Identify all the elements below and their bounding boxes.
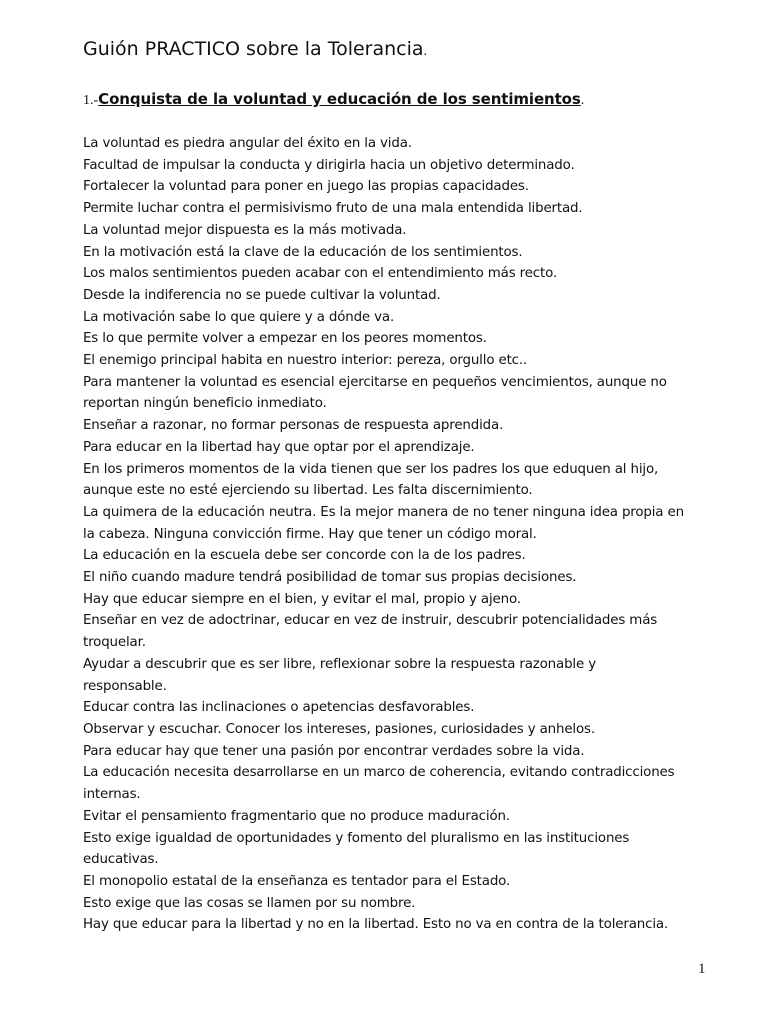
text-line: La educación en la escuela debe ser concorde con la de los padres.	[83, 548, 526, 564]
section-heading-text: Conquista de la voluntad y educación de los sentimientos	[98, 90, 581, 108]
text-line: Evitar el pensamiento fragmentario que no produce maduración.	[83, 808, 510, 824]
text-line: Hay que educar para la libertad y no en la libertad. Esto no va en contra de la tolerancia.	[83, 917, 669, 933]
text-line: La voluntad mejor dispuesta es la más motivada.	[83, 222, 407, 238]
section-number: 1.-	[83, 93, 99, 108]
page-number: 1	[698, 961, 706, 977]
text-line: Observar y escuchar. Conocer los intereses, pasiones, curiosidades y anhelos.	[83, 721, 595, 737]
text-line: internas.	[83, 787, 141, 803]
text-line: troquelar.	[83, 635, 146, 651]
section-heading-period: .	[580, 93, 585, 108]
text-line: Para mantener la voluntad es esencial ejercitarse en pequeños vencimientos, aunque no	[83, 374, 667, 390]
text-line: Fortalecer la voluntad para poner en juego las propias capacidades.	[83, 179, 529, 195]
text-line: responsable.	[83, 678, 167, 694]
text-line: Para educar en la libertad hay que optar por el aprendizaje.	[83, 439, 475, 455]
text-line: reportan ningún beneficio inmediato.	[83, 396, 327, 412]
text-line: Enseñar en vez de adoctrinar, educar en vez de instruir, descubrir potencialidades más	[83, 613, 658, 629]
text-line: En los primeros momentos de la vida tienen que ser los padres los que eduquen al hijo,	[83, 461, 659, 477]
document-title	[83, 36, 427, 65]
document-title-text: Guión PRACTICO sobre la Tolerancia	[83, 38, 424, 60]
text-line: La quimera de la educación neutra. Es la mejor manera de no tener ninguna idea propia en	[83, 504, 684, 520]
text-line: La voluntad es piedra angular del éxito en la vida.	[83, 136, 412, 151]
text-line: Esto exige igualdad de oportunidades y fomento del pluralismo en las instituciones	[83, 830, 630, 846]
text-line: El niño cuando madure tendrá posibilidad de tomar sus propias decisiones.	[83, 570, 577, 586]
text-line: El enemigo principal habita en nuestro interior: pereza, orgullo etc..	[83, 353, 528, 369]
text-line: Para educar hay que tener una pasión por encontrar verdades sobre la vida.	[83, 743, 585, 759]
text-line: Hay que educar siempre en el bien, y evitar el mal, propio y ajeno.	[83, 591, 521, 607]
text-line: Desde la indiferencia no se puede cultivar la voluntad.	[83, 287, 441, 303]
text-line: aunque este no esté ejerciendo su libertad. Les falta discernimiento.	[83, 483, 533, 499]
text-line: Los malos sentimientos pueden acabar con el entendimiento más recto.	[83, 266, 558, 282]
text-line: La educación necesita desarrollarse en un marco de coherencia, evitando contradicciones	[83, 765, 675, 781]
section-heading	[83, 88, 584, 112]
text-line: Ayudar a descubrir que es ser libre, reflexionar sobre la respuesta razonable y	[83, 656, 596, 672]
document-title-period: .	[423, 44, 428, 59]
text-line: Educar contra las inclinaciones o apetencias desfavorables.	[83, 700, 475, 716]
text-line: la cabeza. Ninguna convicción firme. Hay que tener un código moral.	[83, 526, 537, 542]
text-line: Es lo que permite volver a empezar en los peores momentos.	[83, 331, 487, 347]
text-line: Enseñar a razonar, no formar personas de respuesta aprendida.	[83, 418, 504, 434]
text-line: En la motivación está la clave de la educación de los sentimientos.	[83, 244, 523, 260]
text-line: Permite luchar contra el permisivismo fruto de una mala entendida libertad.	[83, 201, 583, 217]
text-line: Facultad de impulsar la conducta y dirigirla hacia un objetivo determinado.	[83, 157, 575, 173]
text-line: La motivación sabe lo que quiere y a dónde va.	[83, 309, 395, 325]
text-line: El monopolio estatal de la enseñanza es tentador para el Estado.	[83, 873, 511, 889]
text-line: Esto exige que las cosas se llamen por su nombre.	[83, 895, 416, 911]
body-text	[83, 133, 713, 936]
text-line: educativas.	[83, 852, 159, 868]
